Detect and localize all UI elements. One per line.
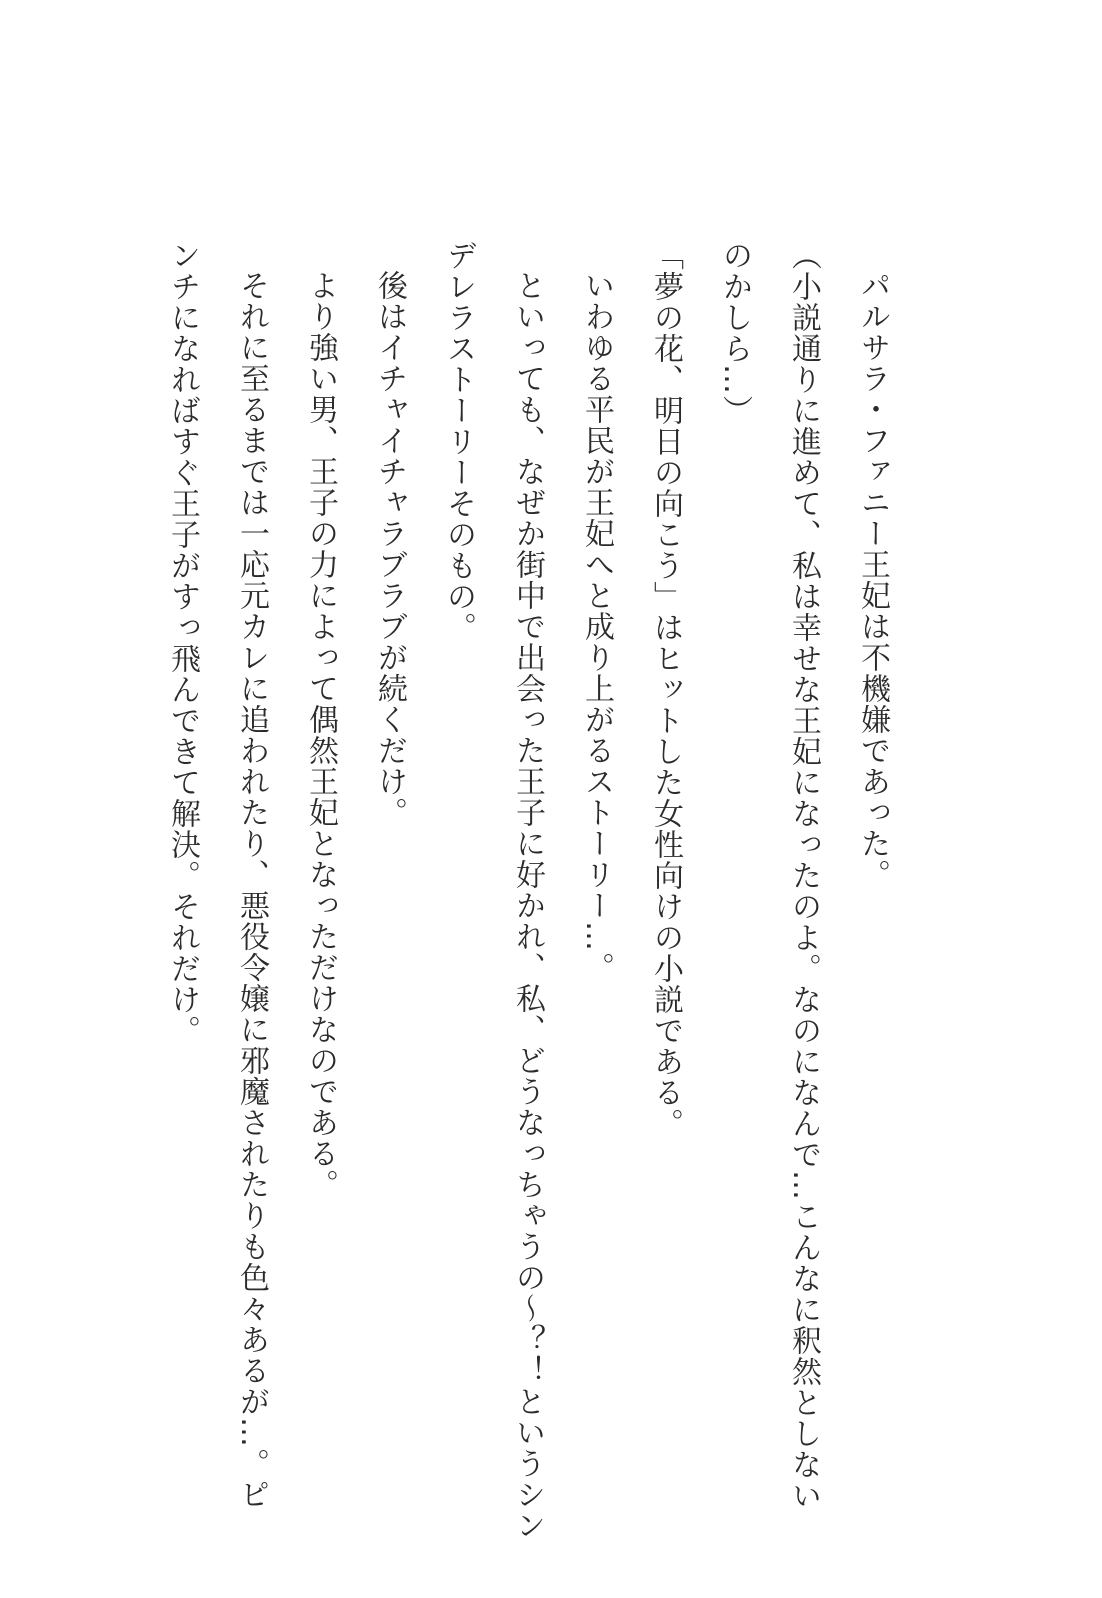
text-line: パルサラ・ファニー王妃は不機嫌であった。 xyxy=(855,270,890,890)
text-line: より強い男、王子の力によって偶然王妃となっただけなのである。 xyxy=(303,270,338,1200)
text-line: デレラストーリーそのもの。 xyxy=(441,240,476,643)
text-line: いわゆる平民が王妃へと成り上がるストーリー…。 xyxy=(579,270,614,983)
text-line: 「夢の花、明日の向こう」はヒットした女性向けの小説である。 xyxy=(648,240,683,1139)
text-line: といっても、なぜか街中で出会った王子に好かれ、私、どうなっちゃうの～？！というシン xyxy=(510,270,545,1541)
text-line: （小説通りに進めて、私は幸せな王妃になったのよ。なのになんで…こんなに釈然としない xyxy=(786,240,821,1511)
vertical-text-body xyxy=(148,240,907,1541)
text-line: それに至るまでは一応元カレに追われたり、悪役令嬢に邪魔されたりも色々あるが…。ピ xyxy=(234,270,269,1510)
text-line: ンチになればすぐ王子がすっ飛んできて解決。それだけ。 xyxy=(165,240,200,1046)
text-line: のかしら…） xyxy=(717,240,752,426)
text-line: 後はイチャイチャラブラブが続くだけ。 xyxy=(372,270,407,828)
